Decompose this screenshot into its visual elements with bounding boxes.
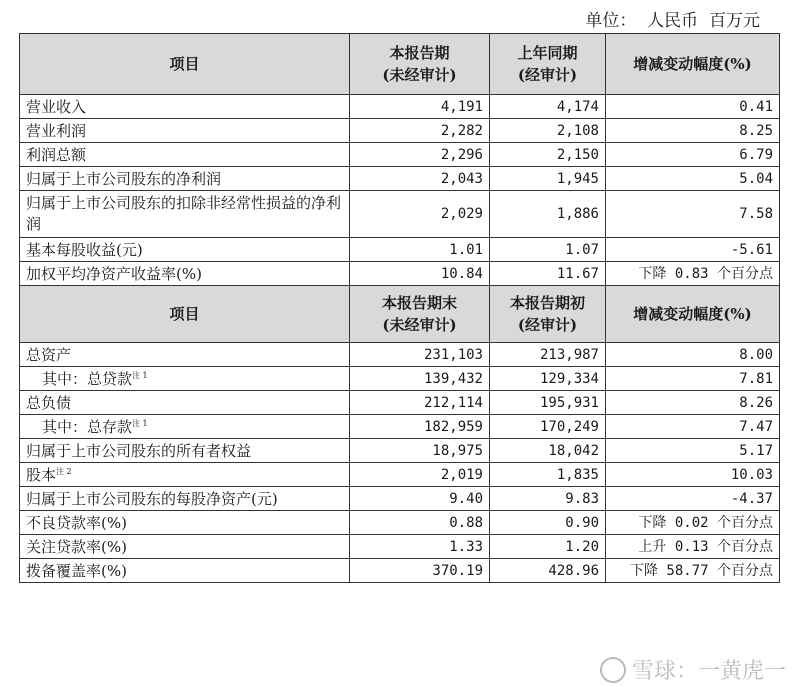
prior-value: 1,835	[490, 463, 606, 487]
current-value: 2,029	[350, 191, 490, 238]
header-item: 项目	[20, 34, 350, 95]
row-label-cell	[20, 95, 350, 119]
header2-period-end-line1: 本报告期末	[381, 294, 457, 312]
table-row	[20, 535, 780, 559]
table-row	[20, 391, 780, 415]
change-value: 8.25	[606, 119, 780, 143]
current-value: 2,296	[350, 143, 490, 167]
table-row	[20, 191, 780, 238]
snowball-logo-icon	[600, 657, 626, 683]
header-current-line2: (未经审计)	[382, 66, 457, 84]
row-label: 其中：总贷款	[42, 369, 133, 388]
row-label: 加权平均净资产收益率(%)	[26, 264, 202, 283]
prior-value: 0.90	[490, 511, 606, 535]
prior-value: 1.20	[490, 535, 606, 559]
change-value: 0.41	[606, 95, 780, 119]
table-header-2	[20, 286, 780, 343]
current-value: 139,432	[350, 367, 490, 391]
current-value: 1.33	[350, 535, 490, 559]
row-label: 不良贷款率(%)	[26, 513, 127, 532]
row-label-cell	[20, 391, 350, 415]
row-label: 关注贷款率(%)	[26, 537, 127, 556]
change-value: 10.03	[606, 463, 780, 487]
header2-period-start-line2: (经审计)	[517, 316, 578, 334]
row-label: 利润总额	[26, 145, 87, 164]
table-row	[20, 511, 780, 535]
change-value: 下降 0.02 个百分点	[606, 511, 780, 535]
row-label-cell	[20, 143, 350, 167]
header2-period-end-line2: (未经审计)	[382, 316, 457, 334]
current-value: 18,975	[350, 439, 490, 463]
change-value: 7.58	[606, 191, 780, 238]
row-label-cell	[20, 262, 350, 286]
row-label: 营业利润	[26, 121, 87, 140]
table-row	[20, 463, 780, 487]
watermark-text: 雪球：一黄虎一	[631, 659, 786, 684]
financial-table	[19, 33, 780, 583]
table-row	[20, 487, 780, 511]
table-row	[20, 559, 780, 583]
row-label-cell	[20, 463, 350, 487]
prior-value: 1,886	[490, 191, 606, 238]
prior-value: 170,249	[490, 415, 606, 439]
row-label: 归属于上市公司股东的扣除非经常性损益的净利润	[26, 194, 342, 233]
header-change: 增减变动幅度(%)	[606, 34, 780, 95]
table-row	[20, 143, 780, 167]
current-value: 1.01	[350, 238, 490, 262]
footnote-marker: 注 1	[132, 418, 148, 428]
row-label: 总资产	[26, 345, 72, 364]
row-label: 营业收入	[26, 97, 87, 116]
row-label-cell	[20, 535, 350, 559]
table-header-1	[20, 34, 780, 95]
current-value: 10.84	[350, 262, 490, 286]
current-value: 9.40	[350, 487, 490, 511]
row-label-cell	[20, 415, 350, 439]
prior-value: 428.96	[490, 559, 606, 583]
header2-period-start-line1: 本报告期初	[509, 294, 585, 312]
current-value: 2,043	[350, 167, 490, 191]
row-label: 归属于上市公司股东的每股净资产(元)	[26, 489, 278, 508]
footnote-marker: 注 1	[132, 370, 148, 380]
row-label-cell	[20, 559, 350, 583]
prior-value: 2,108	[490, 119, 606, 143]
prior-value: 4,174	[490, 95, 606, 119]
header2-item: 项目	[20, 286, 350, 343]
change-value: 5.04	[606, 167, 780, 191]
row-label: 拨备覆盖率(%)	[26, 561, 127, 580]
table-row	[20, 167, 780, 191]
row-label-cell	[20, 367, 350, 391]
row-label: 股本	[26, 465, 57, 484]
current-value: 231,103	[350, 343, 490, 367]
footnote-marker: 注 2	[56, 466, 72, 476]
prior-value: 1.07	[490, 238, 606, 262]
header-prior-line1: 上年同期	[517, 44, 578, 62]
change-value: 7.47	[606, 415, 780, 439]
prior-value: 11.67	[490, 262, 606, 286]
table-row	[20, 119, 780, 143]
change-value: 下降 0.83 个百分点	[606, 262, 780, 286]
row-label-cell	[20, 167, 350, 191]
table-row	[20, 343, 780, 367]
table-row	[20, 95, 780, 119]
current-value: 2,019	[350, 463, 490, 487]
row-label-cell	[20, 343, 350, 367]
prior-value: 195,931	[490, 391, 606, 415]
row-label: 归属于上市公司股东的所有者权益	[26, 441, 252, 460]
current-value: 212,114	[350, 391, 490, 415]
row-label-cell	[20, 439, 350, 463]
row-label-cell	[20, 487, 350, 511]
row-label-cell	[20, 191, 350, 238]
prior-value: 9.83	[490, 487, 606, 511]
change-value: -4.37	[606, 487, 780, 511]
change-value: -5.61	[606, 238, 780, 262]
prior-value: 18,042	[490, 439, 606, 463]
header2-period-start	[490, 286, 606, 343]
change-value: 8.00	[606, 343, 780, 367]
prior-value: 1,945	[490, 167, 606, 191]
change-value: 6.79	[606, 143, 780, 167]
row-label: 归属于上市公司股东的净利润	[26, 169, 222, 188]
header2-change: 增减变动幅度(%)	[606, 286, 780, 343]
header-prior-period	[490, 34, 606, 95]
unit-label: 单位： 人民币 百万元	[585, 11, 760, 31]
prior-value: 213,987	[490, 343, 606, 367]
row-label-cell	[20, 511, 350, 535]
current-value: 0.88	[350, 511, 490, 535]
change-value: 7.81	[606, 367, 780, 391]
table-row	[20, 439, 780, 463]
header-prior-line2: (经审计)	[517, 66, 578, 84]
header-current-line1: 本报告期	[389, 44, 450, 62]
watermark	[600, 654, 786, 685]
change-value: 8.26	[606, 391, 780, 415]
row-label: 基本每股收益(元)	[26, 240, 143, 259]
row-label: 其中：总存款	[42, 417, 133, 436]
change-value: 下降 58.77 个百分点	[606, 559, 780, 583]
table-row	[20, 415, 780, 439]
current-value: 2,282	[350, 119, 490, 143]
current-value: 4,191	[350, 95, 490, 119]
change-value: 5.17	[606, 439, 780, 463]
header2-period-end	[350, 286, 490, 343]
table-row	[20, 238, 780, 262]
prior-value: 2,150	[490, 143, 606, 167]
prior-value: 129,334	[490, 367, 606, 391]
row-label-cell	[20, 119, 350, 143]
change-value: 上升 0.13 个百分点	[606, 535, 780, 559]
row-label-cell	[20, 238, 350, 262]
current-value: 370.19	[350, 559, 490, 583]
table-row	[20, 367, 780, 391]
current-value: 182,959	[350, 415, 490, 439]
table-row	[20, 262, 780, 286]
row-label: 总负债	[26, 393, 72, 412]
header-current-period	[350, 34, 490, 95]
